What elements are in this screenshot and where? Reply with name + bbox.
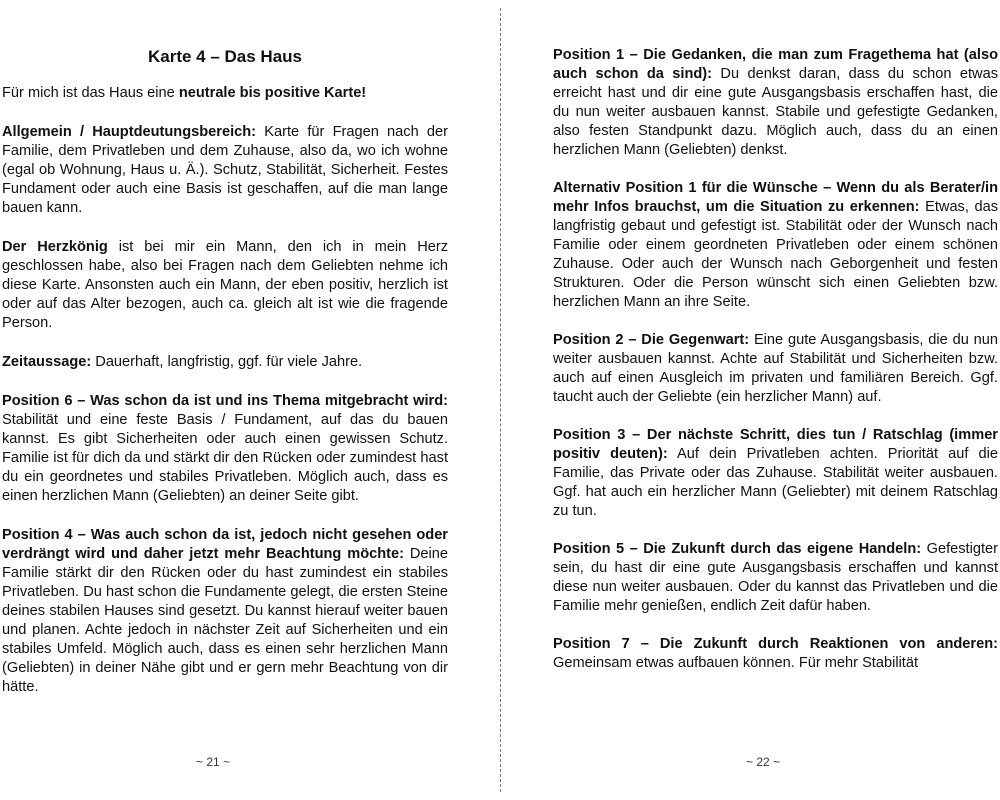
paragraph-heading: Position 4 – Was auch schon da ist, jedoch nicht gesehen oder verdrängt wird und daher jetzt mehr Beachtung möchte: bbox=[2, 527, 448, 562]
paragraph-text: Eine gute Ausgangsbasis, die du nun weiter ausbauen kannst. Achte auf Stabilität und Sicherheiten bzw. auch auf einen Ausgleich im privaten und familiären Bereich. Ggf. taucht auch der Geliebte (ein herzlicher Mann) auf. bbox=[553, 332, 998, 405]
intro-text: Für mich ist das Haus eine bbox=[2, 85, 179, 101]
paragraph-position-1 bbox=[553, 46, 998, 160]
paragraph-heading: Allgemein / Hauptdeutungsbereich: bbox=[2, 124, 257, 140]
paragraph-text: Du denkst daran, dass du schon etwas erreicht hast und dir eine gute Ausgangsbasis erschaffen hast, die du nun weiter ausbauen kannst. Stabile und gefestigte Gedanken, also festen Standpunkt dazu. Möglich auch, dass du an einen herzlichen Mann (Geliebten) denkst. bbox=[553, 66, 999, 158]
page-title: Karte 4 – Das Haus bbox=[147, 47, 303, 66]
paragraph-general-meaning bbox=[2, 123, 448, 218]
page-number-left: ~ 21 ~ bbox=[196, 755, 231, 769]
intro-bold: neutrale bis positive Karte! bbox=[178, 85, 367, 101]
paragraph-heart-king bbox=[2, 238, 448, 333]
paragraph-position-4 bbox=[2, 526, 448, 697]
paragraph-time-statement bbox=[2, 353, 448, 372]
paragraph-text: Auf dein Privatleben achten. Priorität auf die Familie, das Private oder das Zuhause. Stabilität weiter ausbauen. Ggf. hat auch ein herzlicher Mann (Geliebter) mit deinem Ratschlag zu tun. bbox=[553, 446, 998, 519]
paragraph-heading: Position 6 – Was schon da ist und ins Thema mitgebracht wird: bbox=[2, 393, 448, 409]
paragraph-text: Gefestigter sein, du hast dir eine gute Ausgangsbasis erschaffen und kannst diese nun weiter ausbauen. Oder du kannst das Privatleben und die Familie mehr genießen, endlich Zeit dafür haben. bbox=[553, 541, 998, 614]
paragraph-heading: Alternativ Position 1 für die Wünsche – Wenn du als Berater/in mehr Infos brauchst, um die Situation zu erkennen: bbox=[553, 180, 998, 215]
paragraph-heading: Position 1 – Die Gedanken, die man zum Fragethema hat (also auch schon da sind): bbox=[553, 47, 998, 82]
paragraph-position-3 bbox=[553, 426, 998, 521]
paragraph-position-5 bbox=[553, 540, 998, 616]
paragraph-text: Stabilität und eine feste Basis / Fundament, auf das du bauen kannst. Es gibt Sicherheiten oder auch einen gewissen Schutz. Familie ist für dich da und stärkt dir den Rücken oder zumindest hast du ein geordnetes und stabiles Privatleben. Möglich auch, dass es einen herzlichen Mann (Geliebten) an deiner Seite gibt. bbox=[2, 412, 448, 504]
paragraph-text: Karte für Fragen nach der Familie, dem Privatleben und dem Zuhause, also da, wo ich wohne (egal ob Wohnung, Haus u. Ä.). Schutz, Stabilität, Sicherheit. Festes Fundament oder auch eine Basis ist geschaffen, auf die man lange bauen kann. bbox=[2, 124, 448, 216]
paragraph-text: Deine Familie stärkt dir den Rücken oder du hast zumindest ein stabiles Privatleben. Du hast schon die Fundamente gelegt, die ersten Steine deines stabilen Hauses sind gesetzt. Du kannst hierauf weiter bauen und planen. Achte jedoch in nächster Zeit auf Sicherheiten und ein stabiles Umfeld. Möglich auch, dass es einen sehr herzlichen Mann (Geliebten) in deiner Nähe gibt und er gern mehr Beachtung von dir hätte. bbox=[2, 546, 448, 695]
paragraph-heading: Position 7 – Die Zukunft durch Reaktionen von anderen: bbox=[553, 636, 998, 652]
paragraph-text: ist bei mir ein Mann, den ich in mein Herz geschlossen habe, also bei Fragen nach dem Geliebten nehme ich diese Karte. Ansonsten auch ein Mann, der eben positiv, herzlich ist oder auf das Alter bezogen, auch ca. gleich alt ist wie die fragende Person. bbox=[2, 239, 449, 331]
paragraph-position-7 bbox=[553, 635, 998, 673]
paragraph-text: Dauerhaft, langfristig, ggf. für viele Jahre. bbox=[91, 354, 363, 370]
paragraph-heading: Position 5 – Die Zukunft durch das eigene Handeln: bbox=[553, 541, 922, 557]
right-page bbox=[501, 0, 1000, 800]
paragraph-heading: Position 2 – Die Gegenwart: bbox=[553, 332, 750, 348]
paragraph-alternative-position-1 bbox=[553, 179, 998, 312]
paragraph-text: Etwas, das langfristig gebaut und gefestigt ist. Stabilität oder der Wunsch nach Familie oder einem geordneten Privatleben oder einem schönen Zuhause. Oder auch der Wunsch nach Geborgenheit und festen Strukturen. Oder die Person wünscht sich einen Geliebten bzw. herzlichen Mann an ihre Seite. bbox=[553, 199, 998, 310]
paragraph-heading: Position 3 – Der nächste Schritt, dies tun / Ratschlag (immer positiv deuten): bbox=[553, 427, 998, 462]
paragraph-position-2 bbox=[553, 331, 998, 407]
paragraph-text: Gemeinsam etwas aufbauen können. Für mehr Stabilität bbox=[553, 655, 919, 671]
intro-paragraph bbox=[2, 84, 448, 103]
paragraph-position-6 bbox=[2, 392, 448, 506]
paragraph-heading: Zeitaussage: bbox=[2, 354, 92, 370]
page-number-right: ~ 22 ~ bbox=[746, 755, 781, 769]
paragraph-heading: Der Herzkönig bbox=[2, 239, 108, 255]
